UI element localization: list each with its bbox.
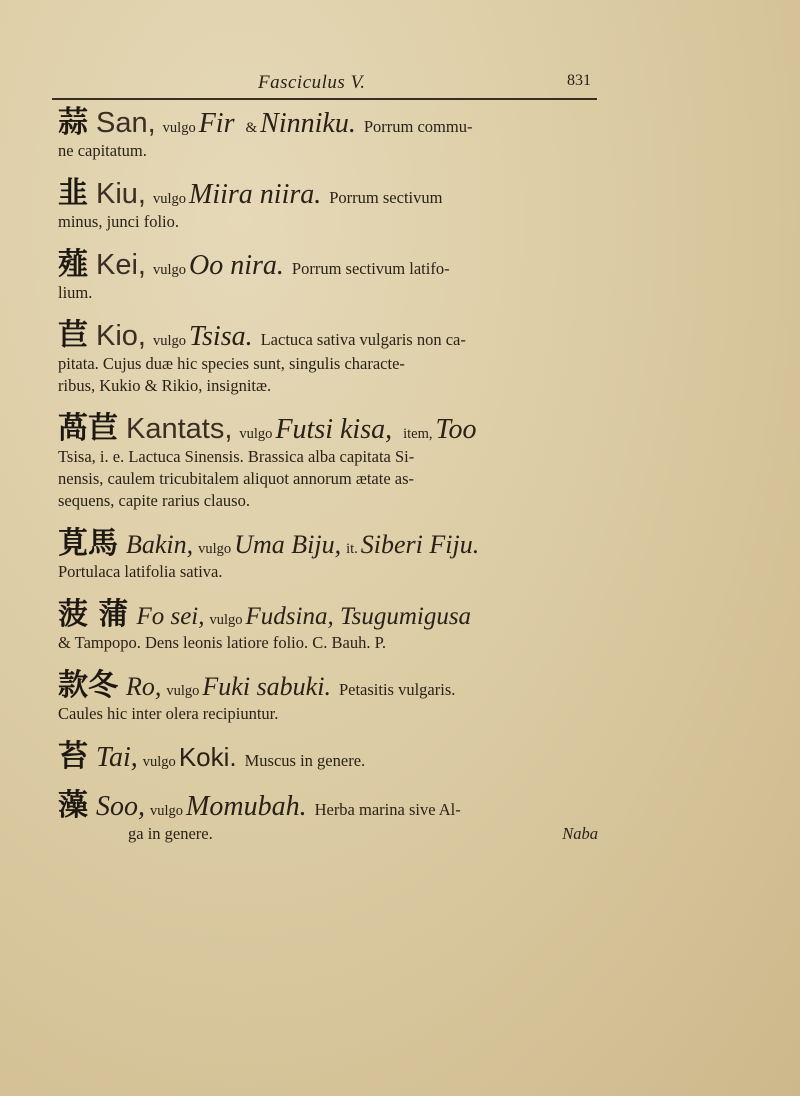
vulgo-label: vulgo [150,803,184,819]
continuation-line [58,823,598,845]
item-label: item, [403,426,433,442]
entry [58,789,598,845]
kanji-glyph: 萵苣 [58,411,118,446]
continuation-line: ne capitatum. [58,141,147,160]
japanese-name: Fuki sabuki. [202,672,331,701]
kanji-glyph: 薤 [58,247,88,282]
running-title: Fasciculus V. [258,72,366,93]
kanji-glyph: 菠 蒲 [58,597,129,632]
latin-description: Herba marina sive Al- [314,800,461,819]
entry [58,598,598,654]
latin-description: Porrum sectivum latifo- [291,259,450,278]
latin-description: Muscus in genere. [244,751,366,770]
japanese-name: Momubah. [186,791,307,822]
kanji-glyph: 韭 [58,176,88,211]
entry-list [58,106,598,860]
latin-description: Porrum sectivum [329,188,443,207]
continuation-line: & Tampopo. Dens leonis latiore folio. C. Bauh. P. [58,633,387,652]
romanized-name: Soo, [96,791,145,822]
catchword: Naba [562,824,598,843]
romanized-name: Kio, [96,320,146,352]
entry [58,319,598,397]
page-number: 831 [567,72,591,89]
continuation-line: nensis, caulem tricubitalem aliquot annorum ætate as- [58,469,415,488]
japanese-name: Uma Biju, [234,530,342,559]
entry [58,106,598,162]
vulgo-label: vulgo [152,333,187,349]
latin-description: Petasitis vulgaris. [338,680,456,699]
romanized-name: Fo sei, [136,603,205,630]
entry [58,412,598,512]
japanese-name-alt: Siberi Fiju. [360,530,480,559]
japanese-name-alt: Too [435,414,477,445]
vulgo-label: vulgo [209,612,243,628]
item-label: it. [346,541,358,557]
continuation-line: Tsisa, i. e. Lactuca Sinensis. Brassica alba capitata Si- [58,447,415,466]
romanized-name: Kei, [96,249,146,281]
kanji-glyph: 款冬 [58,668,118,703]
continuation-line: pitata. Cujus duæ hic species sunt, singulis characte- [58,354,405,373]
continuation-line: lium. [58,283,93,302]
kanji-glyph: 莧馬 [58,526,118,561]
japanese-name: Futsi kisa, [275,414,393,445]
japanese-name-alt: Ninniku. [260,108,356,139]
vulgo-label: vulgo [239,426,273,442]
continuation-text: ga in genere. [128,824,213,843]
entry [58,248,598,304]
vulgo-label: vulgo [152,191,187,207]
vulgo-label: vulgo [142,754,176,770]
entry [58,527,598,583]
entry [58,669,598,725]
continuation-line: Caules hic inter olera recipiuntur. [58,704,279,723]
romanized-name: Tai, [96,742,138,773]
continuation-line: Portulaca latifolia sativa. [58,562,223,581]
entry [58,177,598,233]
continuation-line: minus, junci folio. [58,212,179,231]
kanji-glyph: 苔 [58,739,88,774]
japanese-name: Fir [198,108,235,139]
japanese-name: Fudsina, Tsugumigusa [245,603,472,630]
continuation-line: sequens, capite rarius clauso. [58,491,250,510]
vulgo-label: vulgo [166,683,200,699]
romanized-name: Ro, [126,672,162,701]
vulgo-label: vulgo [162,120,196,136]
running-header [52,72,597,100]
vulgo-label: vulgo [198,541,232,557]
romanized-name: Kiu, [96,178,146,210]
continuation-line: ribus, Kukio & Rikio, insignitæ. [58,376,272,395]
latin-description: Porrum commu- [363,117,473,136]
japanese-name: Tsisa. [189,321,253,352]
japanese-name: Koki. [178,742,237,772]
romanized-name: Bakin, [126,530,194,559]
kanji-glyph: 苣 [58,318,88,353]
japanese-name: Miira niira. [189,179,322,210]
vulgo-label: vulgo [152,262,187,278]
romanized-name: Kantats, [126,413,233,445]
latin-description: Lactuca sativa vulgaris non ca- [260,330,466,349]
kanji-glyph: 藻 [58,788,88,823]
japanese-name: Oo nira. [189,250,284,281]
romanized-name: San, [96,107,156,139]
kanji-glyph: 蒜 [58,105,88,140]
ampersand: & [245,120,258,136]
entry [58,740,598,774]
